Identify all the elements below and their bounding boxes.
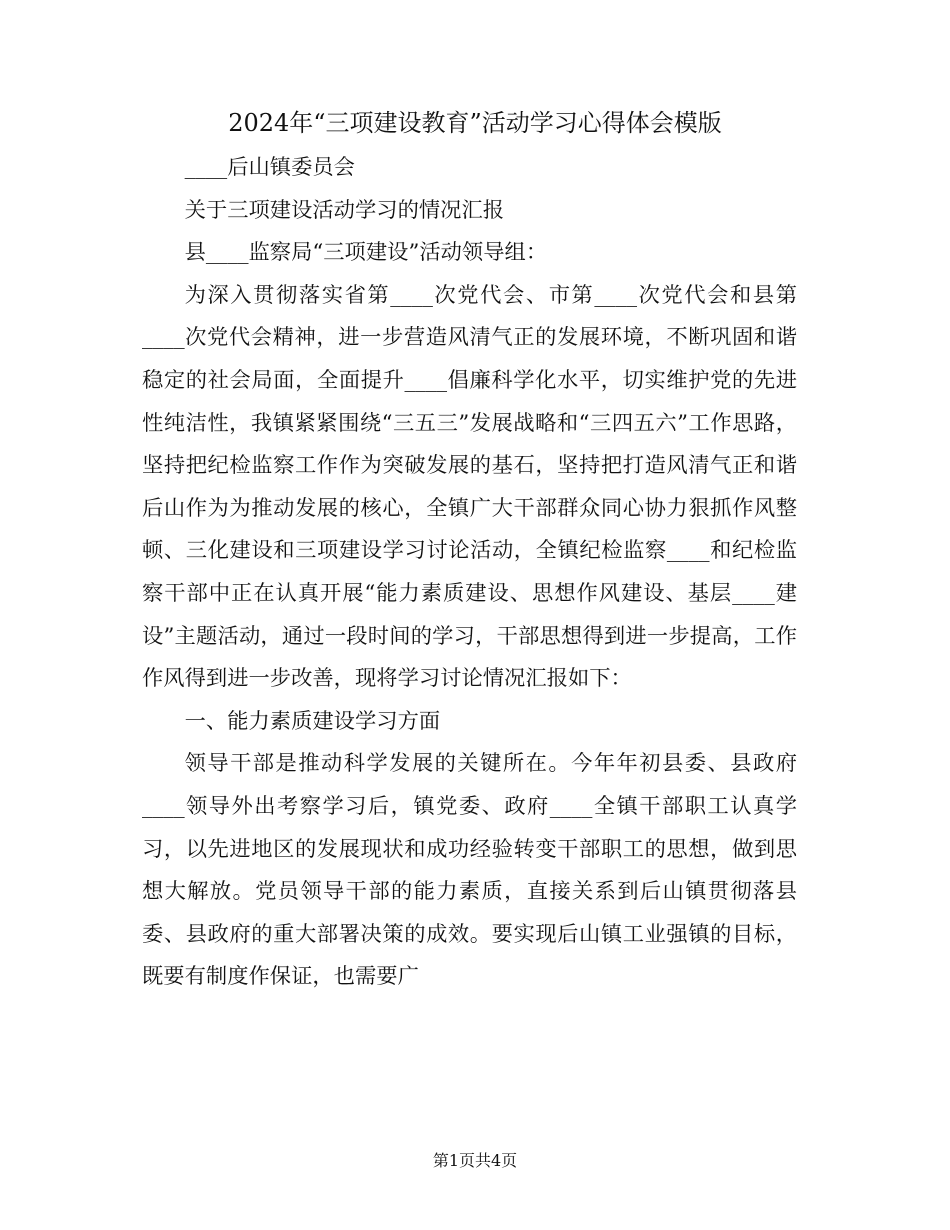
page-number-footer: 第1页共4页	[432, 1151, 518, 1170]
report-subject: 关于三项建设活动学习的情况汇报	[184, 197, 505, 223]
document-title: 2024年“三项建设教育”活动学习心得体会模版	[228, 109, 722, 137]
intro-paragraph: 为深入贯彻落实省第____次党代会、市第____次党代会和县第____次党代会精神，进一步营造风清气正的发展环境，不断巩固和谐稳定的社会局面，全面提升____倡廉科学化水平，切实维护党的先进性纯洁性，我镇紧紧围绕“三五三”发展战略和“三四五六”工作思路，坚持把纪检监察工作作为突破发展的基石，坚持把打造风清气正和谐后山作为为推动发展的核心，全镇广大干部群众同心协力狠抓作风整顿、三化建设和三项建设学习讨论活动，全镇纪检监察____和纪检监察干部中正在认真开展“能力素质建设、思想作风建设、基层____建设”主题活动，通过一段时间的学习，干部思想得到进一步提高，工作作风得到进一步改善，现将学习讨论情况汇报如下：	[142, 282, 797, 692]
recipient-line: 县____监察局“三项建设”活动领导组：	[184, 240, 548, 266]
section-paragraph: 领导干部是推动科学发展的关键所在。今年年初县委、县政府____领导外出考察学习后，镇党委、政府____全镇干部职工认真学习，以先进地区的发展现状和成功经验转变干部职工的思想，做到思想大解放。党员领导干部的能力素质，直接关系到后山镇贯彻落县委、县政府的重大部署决策的成效。要实现后山镇工业强镇的目标，既要有制度作保证，也需要广	[142, 751, 797, 990]
document-body	[142, 147, 797, 999]
addressee-line: ____后山镇委员会	[184, 155, 355, 180]
section-heading: 一、能力素质建设学习方面	[184, 708, 441, 734]
